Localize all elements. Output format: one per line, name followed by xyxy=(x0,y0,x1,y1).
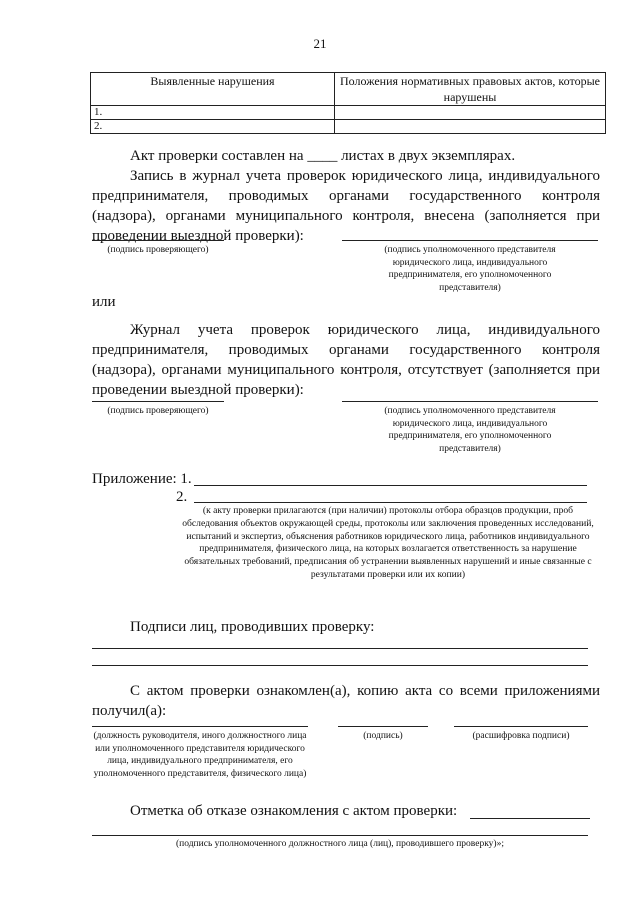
table-row xyxy=(91,106,606,120)
sheets-count-blank: ____ xyxy=(307,148,338,164)
signature-line-2 xyxy=(92,665,588,666)
table-cell xyxy=(335,106,606,120)
table-header-row xyxy=(91,73,606,106)
inspector-signature-line-2 xyxy=(92,401,224,402)
decoding-caption: (расшифровка подписи) xyxy=(472,731,570,741)
appendix-note: (к акту проверки прилагаются (при наличии) протоколы отбора образцов продукции, проб обследования объектов окружающей среды, протоколы или заключения проведенных исследований, испытаний и экспертиз, объяснения работников юридического лица, работников индивидуального предпринимателя, физического лица, на которых возлагается ответственность за нарушение обязательных требований, предписания об устранении выявленных нарушений и иные связанные с результатами проверки или их копии) xyxy=(182,505,594,580)
or-label: или xyxy=(92,294,116,310)
signature-caption: (подпись) xyxy=(363,731,403,741)
inspector-signature-caption-1: (подпись проверяющего) xyxy=(107,245,209,255)
appendix-label: Приложение: 1. xyxy=(92,471,192,487)
table-cell xyxy=(335,120,606,134)
representative-signature-caption-1: (подпись уполномоченного представителя юридического лица, индивидуального предпринимателя, его уполномоченного представителя) xyxy=(384,245,556,293)
decoding-line xyxy=(454,726,588,727)
official-signature-caption: (подпись уполномоченного должностного лица (лиц), проводившего проверку)»; xyxy=(176,839,504,849)
table-row xyxy=(91,120,606,134)
act-drawn-up-prefix: Акт проверки составлен на xyxy=(130,148,308,164)
inspector-signature-caption-2: (подпись проверяющего) xyxy=(107,406,209,416)
act-drawn-up-suffix: листах в двух экземплярах. xyxy=(337,148,516,164)
representative-signature-caption-2: (подпись уполномоченного представителя юридического лица, индивидуального предпринимателя, его уполномоченного представителя) xyxy=(384,406,556,454)
journal-entry-paragraph: Запись в журнал учета проверок юридического лица, индивидуального предпринимателя, проводимых органами государственного контроля (надзора), органами муниципального контроля, внесена (заполняется при проведении выездной проверки): xyxy=(92,168,600,244)
official-signature-line xyxy=(92,835,588,836)
signature-line-3 xyxy=(338,726,428,727)
refusal-label: Отметка об отказе ознакомления с актом проверки: xyxy=(130,803,458,819)
journal-absent-paragraph: Журнал учета проверок юридического лица, индивидуального предпринимателя, проводимых органами государственного контроля (надзора), органами муниципального контроля, отсутствует (заполняется при проведении выездной проверки): xyxy=(92,322,600,398)
refusal-mark xyxy=(130,803,457,820)
representative-signature-line-1 xyxy=(342,240,598,241)
table-cell: 1. xyxy=(91,106,335,120)
signatures-heading: Подписи лиц, проводивших проверку: xyxy=(130,619,375,635)
table-header-cell: Выявленные нарушения xyxy=(91,73,335,106)
act-drawn-up-line xyxy=(92,146,600,166)
refusal-line xyxy=(470,818,590,819)
appendix-line-1 xyxy=(194,485,587,486)
position-caption: (должность руководителя, иного должностного лица или уполномоченного представителя юридического лица, индивидуального предпринимателя, его уполномоченного представителя, физического лица) xyxy=(93,731,307,779)
table-cell: 2. xyxy=(91,120,335,134)
appendix-item-2: 2. xyxy=(176,489,188,505)
signature-line-1 xyxy=(92,648,588,649)
page-number: 21 xyxy=(313,36,327,51)
table-header-cell: Положения нормативных правовых актов, которые нарушены xyxy=(335,73,606,106)
representative-signature-line-2 xyxy=(342,401,598,402)
position-line xyxy=(92,726,308,727)
inspector-signature-line-1 xyxy=(92,240,224,241)
acquainted-paragraph: С актом проверки ознакомлен(а), копию акта со всеми приложениями получил(а): xyxy=(92,683,600,719)
appendix-line-2 xyxy=(194,502,587,503)
violations-table xyxy=(90,72,606,134)
